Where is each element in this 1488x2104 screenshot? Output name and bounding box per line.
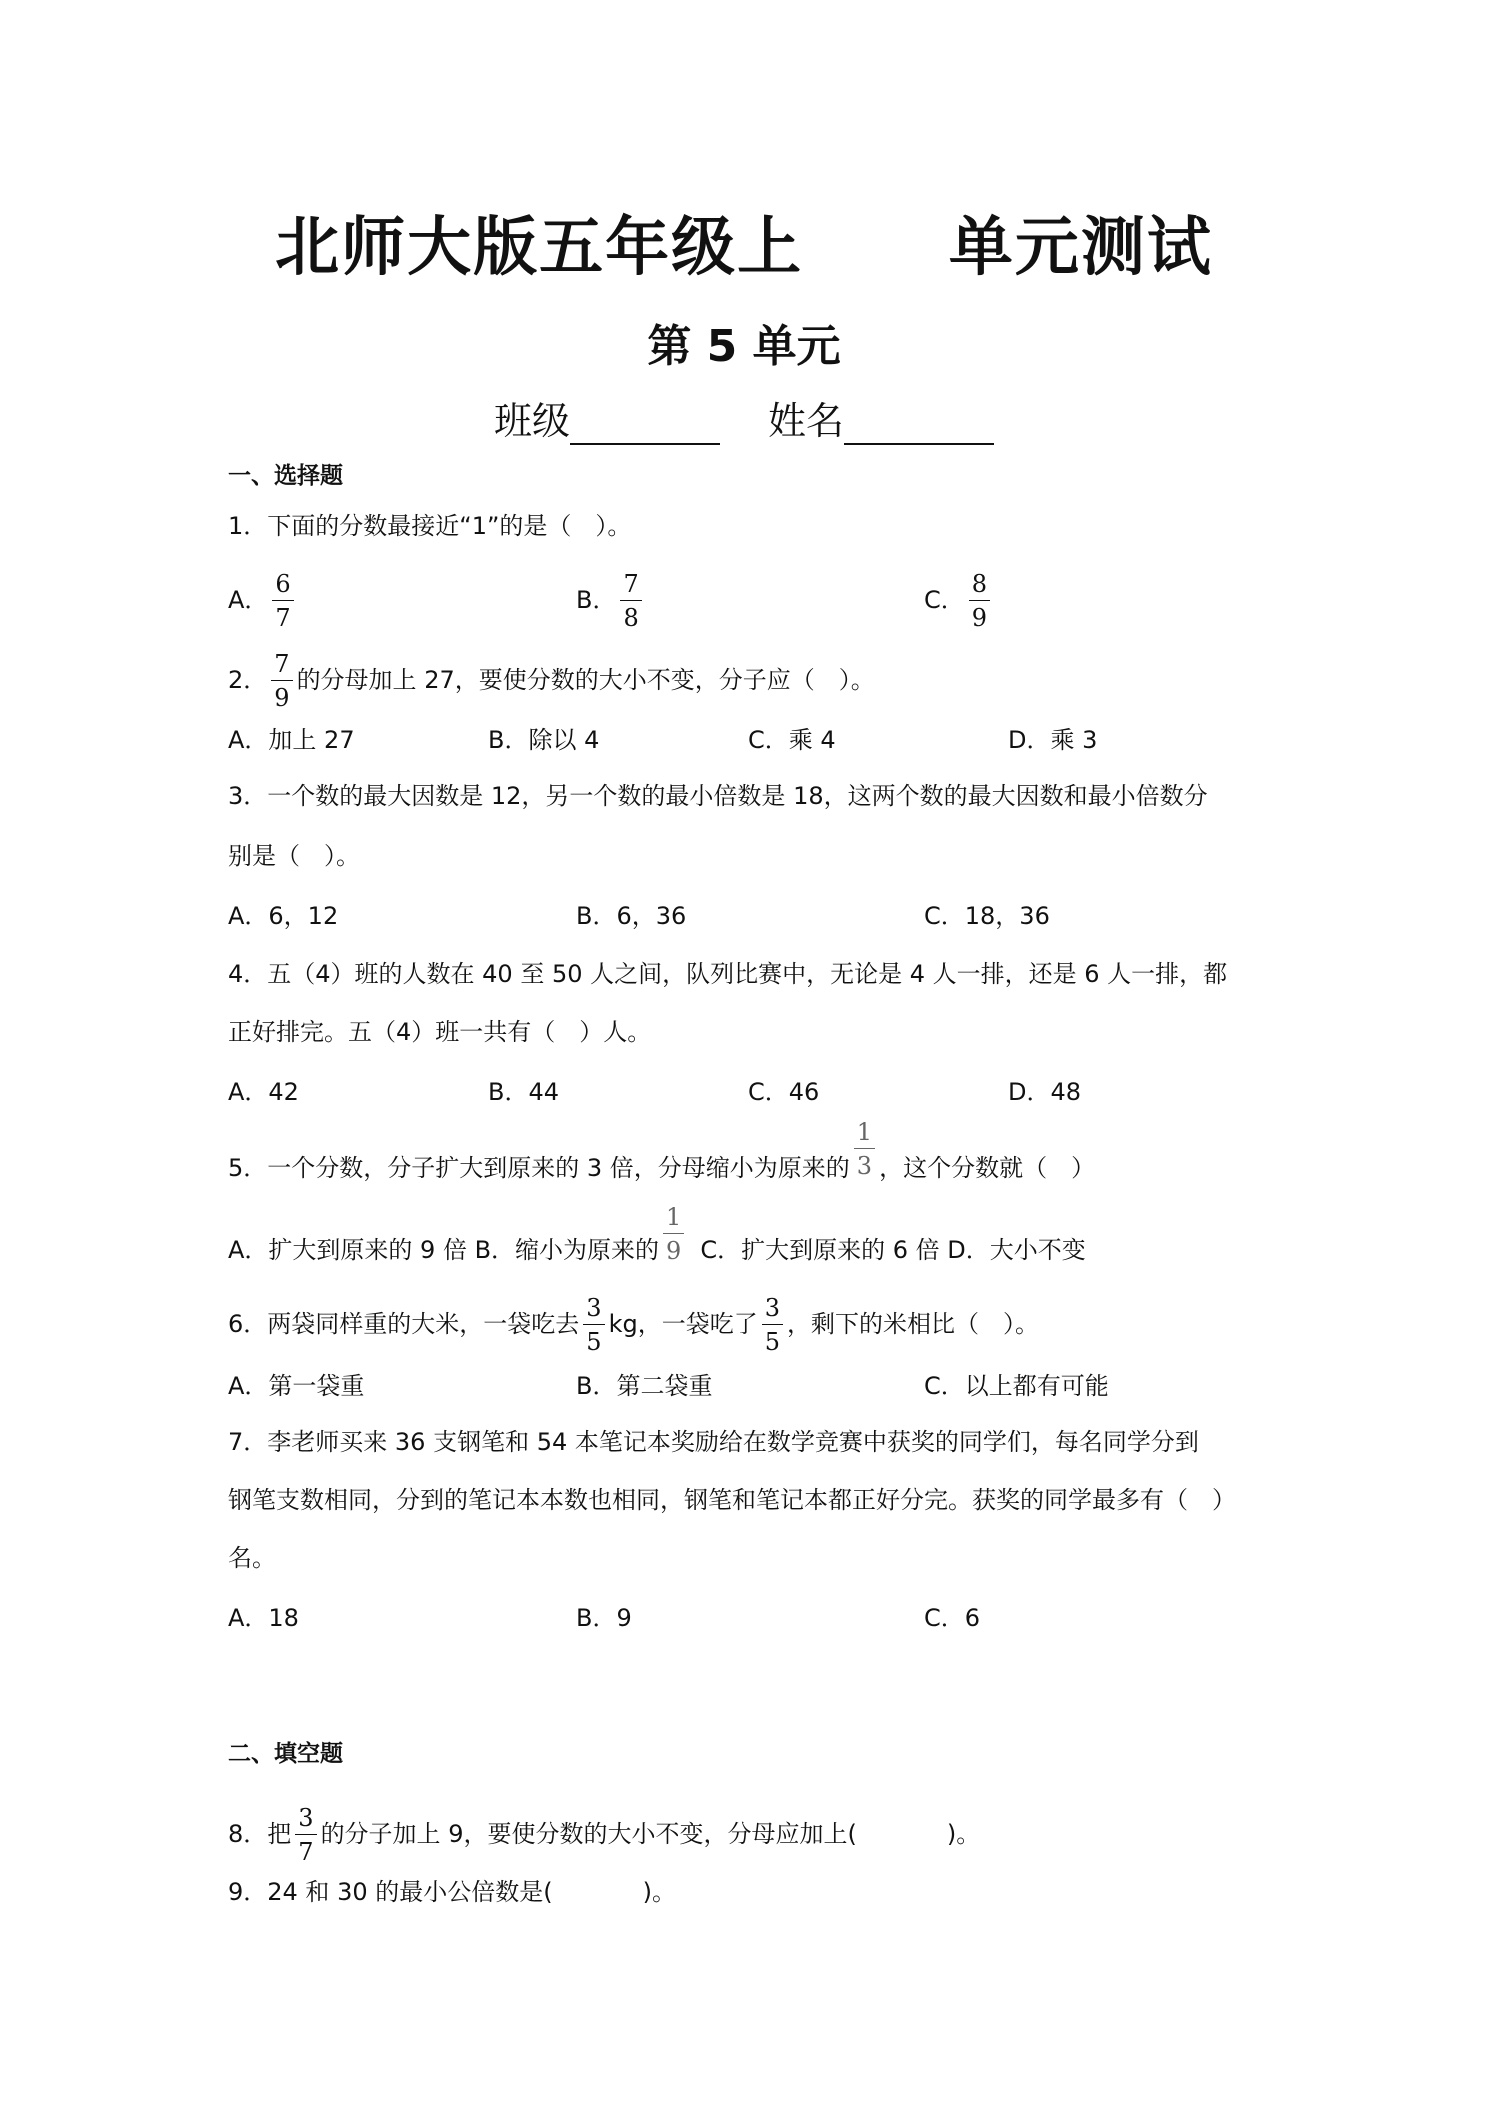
q4-option-a[interactable]: A．42 <box>228 1078 299 1106</box>
question-7-line-1: 7．李老师买来 36 支钢笔和 54 本笔记本奖励给在数学竞赛中获奖的同学们，每名同学分到 <box>228 1428 1199 1456</box>
question-3-line-2: 别是（ ）。 <box>228 842 360 870</box>
q8-fraction: $\frac{3}{7}$ <box>295 1806 316 1864</box>
q6-option-a[interactable]: A．第一袋重 <box>228 1372 365 1400</box>
question-6: 6．两袋同样重的大米，一袋吃去 $\frac{3}{5}$ kg，一袋吃了 $\frac{3}{5}$ ，剩下的米相比（ ）。 <box>228 1294 1039 1356</box>
q7-option-a[interactable]: A．18 <box>228 1604 299 1632</box>
question-4-line-2: 正好排完。五（4）班一共有（ ）人。 <box>228 1018 652 1046</box>
q1-option-c[interactable]: C． $\frac{8}{9}$ <box>924 572 994 630</box>
unit-subtitle: 第 5 单元 <box>647 321 841 372</box>
q4-option-c[interactable]: C．46 <box>748 1078 820 1106</box>
question-2: 2． $\frac{7}{9}$ 的分母加上 27，要使分数的大小不变，分子应（ ）。 <box>228 650 875 712</box>
q5-option-c-d[interactable]: C．扩大到原来的 6 倍 D．大小不变 <box>700 1236 1086 1264</box>
class-label: 班级 <box>493 399 570 443</box>
q5-option-b-fraction: $\frac{1}{9}$ <box>663 1205 684 1263</box>
q4-option-b[interactable]: B．44 <box>488 1078 560 1106</box>
q6-option-c[interactable]: C．以上都有可能 <box>924 1372 1109 1400</box>
q2-option-b[interactable]: B．除以 4 <box>488 726 600 754</box>
title-left: 北师大版五年级上 <box>275 211 804 285</box>
question-4-line-1: 4．五（4）班的人数在 40 至 50 人之间，队列比赛中，无论是 4 人一排，还是 6 人一排，都 <box>228 960 1228 988</box>
q2-fraction: $\frac{7}{9}$ <box>271 652 292 710</box>
title-right: 单元测试 <box>948 211 1213 285</box>
q6-fraction-2: $\frac{3}{5}$ <box>762 1296 783 1354</box>
name-label: 姓名 <box>768 399 845 443</box>
page-title <box>0 196 1488 288</box>
student-info <box>0 390 1488 445</box>
q3-option-b[interactable]: B．6，36 <box>576 902 687 930</box>
q2-option-a[interactable]: A．加上 27 <box>228 726 355 754</box>
q1-option-b-fraction: $\frac{7}{8}$ <box>620 572 641 630</box>
question-1: 1．下面的分数最接近“1”的是（ ）。 <box>228 512 632 540</box>
q1-option-b[interactable]: B． $\frac{7}{8}$ <box>576 572 646 630</box>
q2-option-d[interactable]: D．乘 3 <box>1008 726 1098 754</box>
q5-option-a-b[interactable]: A．扩大到原来的 9 倍 B．缩小为原来的 <box>228 1236 660 1264</box>
section-choice-title: 一、选择题 <box>228 463 343 489</box>
class-blank[interactable] <box>570 403 720 445</box>
q7-option-b[interactable]: B．9 <box>576 1604 632 1632</box>
q6-option-b[interactable]: B．第二袋重 <box>576 1372 713 1400</box>
q4-option-d[interactable]: D．48 <box>1008 1078 1082 1106</box>
q1-option-c-fraction: $\frac{8}{9}$ <box>969 572 990 630</box>
q1-option-a-fraction: $\frac{6}{7}$ <box>272 572 293 630</box>
question-9: 9．24 和 30 的最小公倍数是( )。 <box>228 1878 676 1906</box>
q6-fraction-1: $\frac{3}{5}$ <box>583 1296 604 1354</box>
q3-option-a[interactable]: A．6，12 <box>228 902 339 930</box>
question-7-line-2: 钢笔支数相同，分到的笔记本本数也相同，钢笔和笔记本都正好分完。获奖的同学最多有（ ） <box>228 1486 1236 1514</box>
q1-option-a[interactable]: A． $\frac{6}{7}$ <box>228 572 298 630</box>
q3-option-c[interactable]: C．18，36 <box>924 902 1050 930</box>
q7-option-c[interactable]: C．6 <box>924 1604 981 1632</box>
question-3-line-1: 3．一个数的最大因数是 12，另一个数的最小倍数是 18，这两个数的最大因数和最小倍数分 <box>228 782 1208 810</box>
question-5: 5．一个分数，分子扩大到原来的 3 倍，分母缩小为原来的 $\frac{1}{3}$ ，这个分数就（ ） <box>228 1118 1096 1182</box>
question-5-options[interactable] <box>228 1203 1086 1268</box>
section-fill-title: 二、填空题 <box>228 1741 343 1767</box>
question-7-line-3: 名。 <box>228 1544 276 1572</box>
name-blank[interactable] <box>844 403 994 445</box>
question-8: 8．把 $\frac{3}{7}$ 的分子加上 9，要使分数的大小不变，分母应加上( )。 <box>228 1804 981 1866</box>
q2-option-c[interactable]: C．乘 4 <box>748 726 836 754</box>
q5-fraction: $\frac{1}{3}$ <box>854 1120 875 1178</box>
